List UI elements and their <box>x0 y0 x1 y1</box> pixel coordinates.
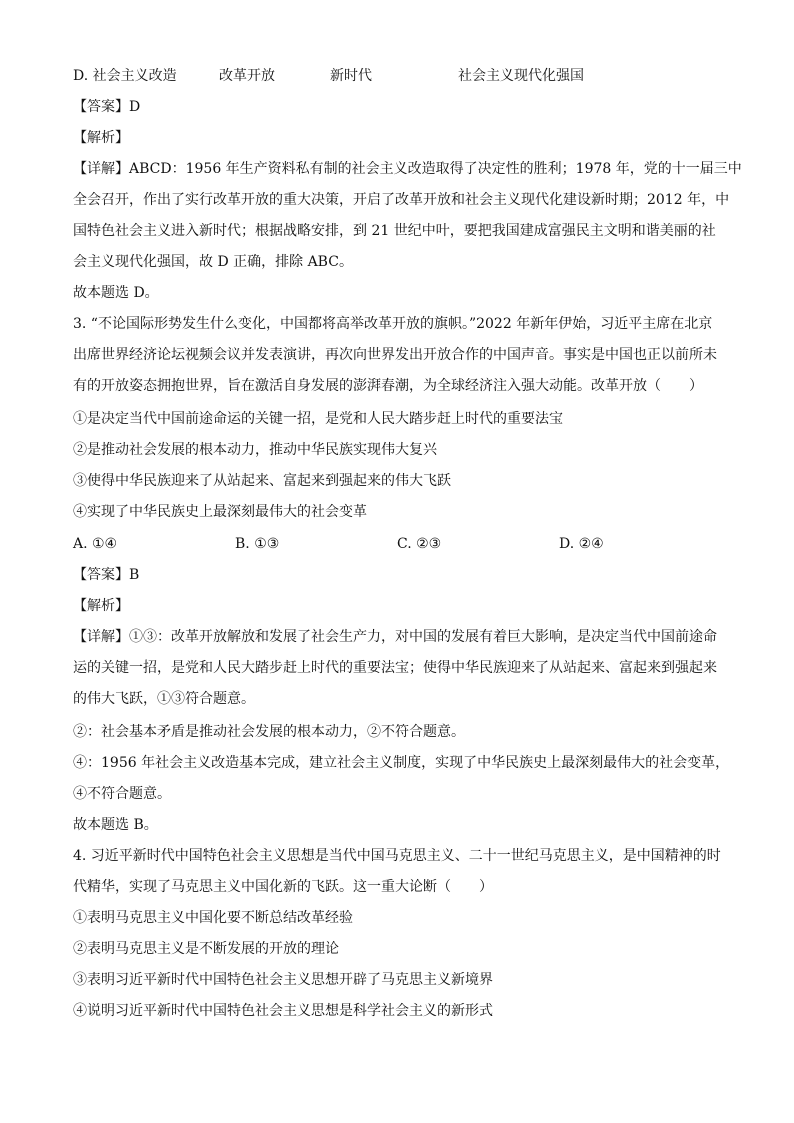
q3-option-d: D. ②④ <box>559 536 604 552</box>
q4-statement: ④说明习近平新时代中国特色社会主义思想是科学社会主义的新形式 <box>73 1003 493 1019</box>
q4-stem-line: 代精华，实现了马克思主义中国化新的飞跃。这一重大论断（ ） <box>73 879 493 895</box>
q3-analysis-label: 【解析】 <box>73 598 129 614</box>
q2-detail-line: 会主义现代化强国，故 D 正确，排除 ABC。 <box>73 254 353 270</box>
q3-statement: ③使得中华民族迎来了从站起来、富起来到强起来的伟大飞跃 <box>73 473 451 489</box>
q2-detail-line: 【详解】ABCD：1956 年生产资料私有制的社会主义改造取得了决定性的胜利；1978 年，党的十一届三中 <box>73 161 742 177</box>
q2-option-d-col2: 改革开放 <box>219 68 275 84</box>
q3-detail-line: 的伟大飞跃，①③符合题意。 <box>73 691 255 707</box>
q3-options <box>73 534 604 554</box>
q3-statement: ④实现了中华民族史上最深刻最伟大的社会变革 <box>73 504 367 520</box>
q3-detail-line: ②：社会基本矛盾是推动社会发展的根本动力，②不符合题意。 <box>73 724 465 740</box>
q3-stem-line: 有的开放姿态拥抱世界，旨在激活自身发展的澎湃春潮，为全球经济注入强大动能。改革开放（ ） <box>73 378 703 394</box>
q3-detail-line: 【详解】①③：改革开放解放和发展了社会生产力，对中国的发展有着巨大影响，是决定当代中国前途命 <box>73 629 717 645</box>
q3-statement: ①是决定当代中国前途命运的关键一招，是党和人民大踏步赶上时代的重要法宝 <box>73 411 563 427</box>
q3-detail-line: 运的关键一招，是党和人民大踏步赶上时代的重要法宝；使得中华民族迎来了从站起来、富起来到强起来 <box>73 660 717 676</box>
q3-option-c: C. ②③ <box>397 536 442 552</box>
q3-stem-line: 出席世界经济论坛视频会议并发表演讲，再次向世界发出开放合作的中国声音。事实是中国也正以前所未 <box>73 347 717 363</box>
q3-conclusion: 故本题选 B。 <box>73 817 158 833</box>
q3-detail-line: ④：1956 年社会主义改造基本完成，建立社会主义制度，实现了中华民族史上最深刻最伟大的社会变革， <box>73 755 730 771</box>
q3-detail-line: ④不符合题意。 <box>73 786 171 802</box>
q2-option-d <box>73 66 584 86</box>
q3-statement: ②是推动社会发展的根本动力，推动中华民族实现伟大复兴 <box>73 442 437 458</box>
q2-analysis-label: 【解析】 <box>73 130 129 146</box>
q4-statement: ①表明马克思主义中国化要不断总结改革经验 <box>73 910 353 926</box>
q4-stem-line: 4. 习近平新时代中国特色社会主义思想是当代中国马克思主义、二十一世纪马克思主义，是中国精神的时 <box>73 848 721 864</box>
q2-conclusion: 故本题选 D。 <box>73 285 159 301</box>
q3-option-b: B. ①③ <box>235 536 280 552</box>
q2-option-d-col4: 社会主义现代化强国 <box>458 68 584 84</box>
q3-stem-line: 3. “不论国际形势发生什么变化，中国都将高举改革开放的旗帜。”2022 年新年伊始，习近平主席在北京 <box>73 316 713 332</box>
q2-detail-line: 国特色社会主义进入新时代；根据战略安排，到 21 世纪中叶，要把我国建成富强民主文明和谐美丽的社 <box>73 223 716 239</box>
q4-statement: ②表明马克思主义是不断发展的开放的理论 <box>73 941 339 957</box>
q2-option-d-col3: 新时代 <box>330 68 372 84</box>
q3-option-a: A. ①④ <box>73 536 118 552</box>
q2-answer: 【答案】D <box>73 99 141 115</box>
q4-statement: ③表明习近平新时代中国特色社会主义思想开辟了马克思主义新境界 <box>73 972 493 988</box>
q2-detail-line: 全会召开，作出了实行改革开放的重大决策，开启了改革开放和社会主义现代化建设新时期；2012 年，中 <box>73 192 730 208</box>
q3-answer: 【答案】B <box>73 567 140 583</box>
q2-option-d-label: D. 社会主义改造 <box>73 68 177 84</box>
